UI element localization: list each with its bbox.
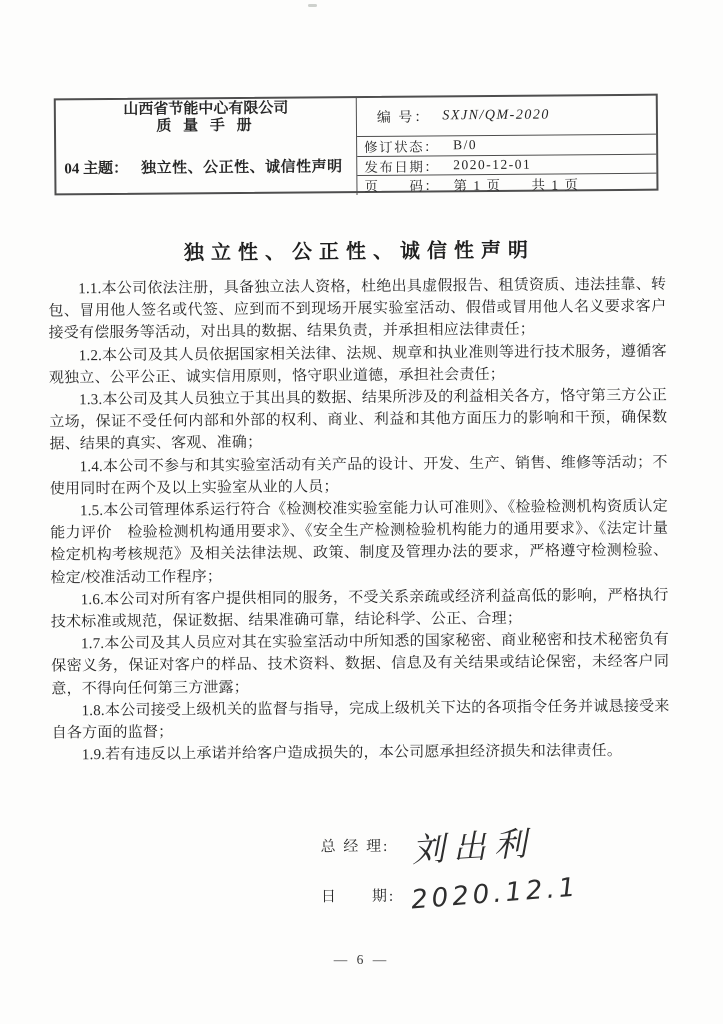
- general-manager-signature-row: [320, 818, 723, 871]
- revision-status-row: [357, 134, 656, 156]
- signature-block: [320, 818, 723, 921]
- declaration-paragraph: 1.5.本公司管理体系运行符合《检测校准实验室能力认可准则》、《检验检测机构资质认定能力评价 检验检测机构通用要求》、《安全生产检测检验机构能力的通用要求》、《法定计量检定机构考核规范》及相关法律法规、政策、制度及管理办法的要求，严格遵守检测检验、检定/校准活动工作程序；: [50, 498, 669, 587]
- revision-status-label: 修订状态：: [364, 139, 440, 156]
- document-header-table: [54, 94, 659, 196]
- declaration-paragraph: 1.4.本公司不参与和其实验室活动有关产品的设计、开发、生产、销售、维修等活动；不使用同时在两个及以上实验室从业的人员；: [49, 454, 668, 498]
- revision-status-value: B/0: [453, 137, 478, 153]
- signature-date-label: 日 期:: [320, 888, 396, 906]
- manual-title: 质 量 手 册: [156, 117, 256, 135]
- declaration-paragraph: 1.2.本公司及其人员依据国家相关法律、法规、规章和执业准则等进行技术服务，遵循客观独立、公平公正、诚实信用原则，恪守职业道德，承担社会责任；: [48, 343, 667, 387]
- handwritten-date: 2020.12.1: [410, 872, 581, 916]
- declaration-paragraph: 1.8.本公司接受上级机关的监督与指导，完成上级机关下达的各项指令任务并诚恳接受来自各方面的监督；: [51, 698, 670, 742]
- doc-number-label: 编 号：: [376, 110, 431, 126]
- subject-value: 独立性、公正性、诚信性声明: [140, 158, 343, 177]
- declaration-body: [48, 274, 670, 767]
- page-number-value: 第 1 页 共 1 页: [453, 177, 580, 194]
- doc-number-value: SXJN/QM-2020: [442, 107, 550, 124]
- declaration-paragraph: 1.1.本公司依法注册，具备独立法人资格，杜绝出具虚假报告、租赁资质、违法挂靠、转包、冒用他人签名或代签、应到而不到现场开展实验室活动、假借或冒用他人名义要求客户接受有偿服务等活动，对出具的数据、结果负责，并承担相应法律责任；: [48, 276, 667, 342]
- declaration-paragraph: 1.9.若有违反以上承诺并给客户造成损失的，本公司愿承担经济损失和法律责任。: [81, 743, 623, 764]
- subject-cell: [56, 136, 357, 197]
- signature-date-row: [321, 868, 723, 921]
- document-title: 独立性、公正性、诚信性声明: [183, 239, 536, 265]
- page-number-row: [357, 173, 656, 195]
- general-manager-handwritten-signature: 刘出利: [410, 823, 536, 870]
- company-name: 山西省节能中心有限公司: [123, 100, 289, 118]
- subject-label: 04 主题：: [64, 160, 129, 178]
- issue-date-value: 2020-12-01: [453, 156, 532, 173]
- declaration-paragraph: 1.6.本公司对所有客户提供相同的服务，不受关系亲疏或经济利益高低的影响，严格执行技术标准或规范，保证数据、结果准确可靠，结论科学、公正、合理；: [50, 587, 669, 631]
- declaration-paragraph: 1.7.本公司及其人员应对其在实验室活动中所知悉的国家秘密、商业秘密和技术秘密负有保密义务，保证对客户的样品、技术资料、数据、信息及有关结果或结论保密，未经客户同意，不得向任何第三方泄露；: [51, 631, 670, 698]
- footer-page-number: — 6 —: [333, 952, 390, 967]
- general-manager-label: 总 经 理:: [320, 838, 390, 856]
- doc-number-cell: [357, 96, 656, 136]
- issue-date-label: 发布日期：: [364, 159, 440, 175]
- declaration-paragraph: 1.3.本公司及其人员独立于其出具的数据、结果所涉及的利益相关各方，恪守第三方公正立场，保证不受任何内部和外部的权利、商业、利益和其他方面压力的影响和干预，确保数据、结果的真实、客观、准确；: [49, 387, 668, 453]
- company-name-cell: [56, 98, 357, 138]
- page-number-label: 页 码：: [364, 178, 440, 195]
- issue-date-row: [357, 153, 656, 175]
